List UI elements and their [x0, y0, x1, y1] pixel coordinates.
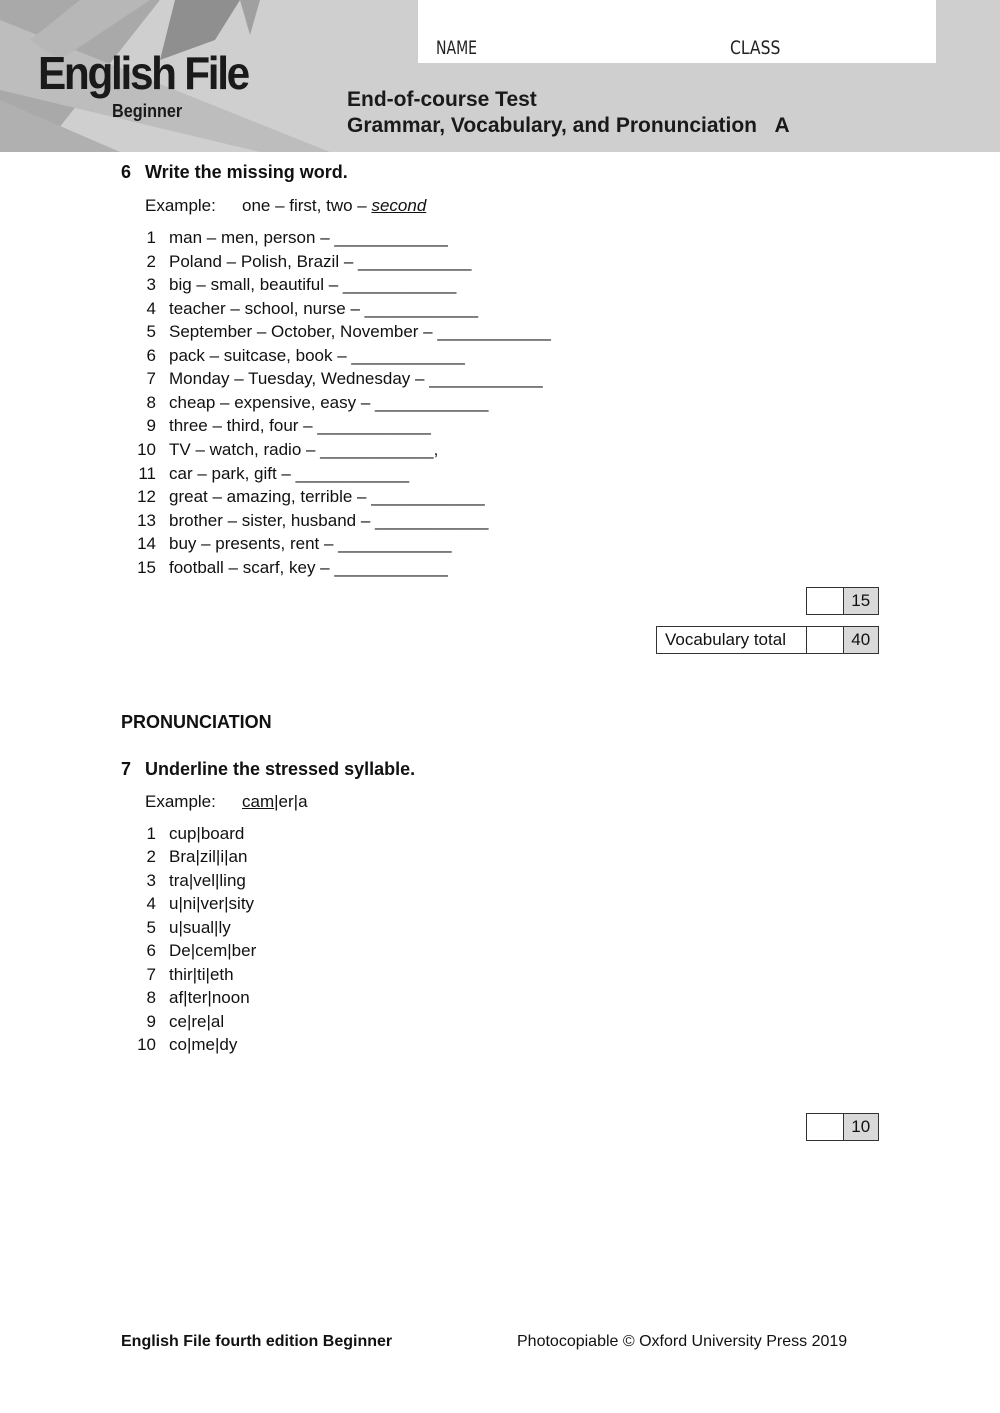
q7-item-text[interactable]: ce|re|al [169, 1011, 225, 1031]
q7-score-box [806, 1113, 879, 1141]
q6-example-label: Example: [145, 196, 216, 215]
q6-item-text[interactable]: Poland – Polish, Brazil – ____________ [169, 251, 472, 271]
q6-item-text[interactable]: great – amazing, terrible – ____________ [169, 487, 485, 507]
q7-score-max: 10 [844, 1114, 879, 1140]
q7-item-number: 6 [146, 941, 156, 961]
q7-instruction: Underline the stressed syllable. [145, 759, 416, 779]
q6-item-number: 9 [146, 416, 156, 436]
test-subtitle-text: Grammar, Vocabulary, and Pronunciation [347, 114, 757, 137]
q6-item-number: 13 [137, 510, 156, 530]
class-label: CLASS [730, 37, 781, 59]
q6-item-number: 5 [146, 322, 156, 342]
q6-item-number: 1 [146, 228, 156, 247]
q6-item-number: 12 [137, 487, 156, 507]
q6-item-text[interactable]: cheap – expensive, easy – ____________ [169, 392, 489, 412]
q6-instruction: Write the missing word. [145, 162, 348, 182]
q6-item-number: 15 [137, 557, 156, 577]
logo-title: English File [38, 47, 248, 99]
q6-item-text[interactable]: big – small, beautiful – ____________ [169, 275, 457, 295]
q6-item-number: 10 [137, 439, 156, 459]
q6-item-number: 7 [146, 369, 156, 389]
q6-item-text[interactable]: football – scarf, key – ____________ [169, 557, 448, 577]
q6-score-box [806, 587, 879, 615]
q7-item-number: 2 [146, 847, 156, 867]
q7-item-text[interactable]: u|sual|ly [169, 917, 231, 937]
q6-item-text[interactable]: man – men, person – ____________ [169, 228, 448, 247]
q6-item-text[interactable]: Monday – Tuesday, Wednesday – ____________ [169, 369, 543, 389]
footer-edition: English File fourth edition Beginner [121, 1333, 393, 1350]
logo-subtitle: Beginner [112, 101, 183, 121]
pronunciation-heading: PRONUNCIATION [121, 712, 272, 732]
q6-example [242, 196, 426, 216]
q6-item-number: 14 [137, 534, 156, 554]
q6-example-text: one – first, two – [242, 196, 372, 215]
vocabulary-total-box [806, 626, 879, 654]
q6-item-number: 3 [146, 275, 156, 295]
vocabulary-total-input[interactable] [807, 627, 844, 653]
name-label: NAME [436, 37, 478, 59]
test-title: End-of-course Test [347, 88, 537, 111]
q6-item-text[interactable]: September – October, November – ____________ [169, 322, 551, 342]
q6-item-text[interactable]: pack – suitcase, book – ____________ [169, 345, 465, 365]
footer-copyright: Photocopiable © Oxford University Press 2019 [517, 1333, 848, 1350]
q6-item-number: 4 [146, 298, 156, 318]
q6-item-text[interactable]: teacher – school, nurse – ____________ [169, 298, 479, 318]
q6-item-text[interactable]: three – third, four – ____________ [169, 416, 431, 436]
q7-item-number: 4 [146, 894, 156, 914]
q6-score-input[interactable] [807, 588, 844, 614]
q6-item-text[interactable]: car – park, gift – ____________ [169, 463, 410, 483]
q7-item-text[interactable]: tra|vel|ling [169, 870, 246, 890]
q7-example-label: Example: [145, 792, 216, 811]
q7-item-text[interactable]: Bra|zil|i|an [169, 847, 248, 867]
name-class-box [418, 0, 936, 63]
q7-example-rest: |er|a [274, 792, 308, 811]
vocabulary-total-label: Vocabulary total [656, 626, 806, 654]
q7-item-text[interactable]: thir|ti|eth [169, 964, 234, 984]
q6-example-answer: second [371, 196, 427, 215]
header-band [0, 0, 1000, 152]
q7-item-number: 5 [146, 917, 156, 937]
q7-item-text[interactable]: De|cem|ber [169, 941, 257, 961]
q6-item-number: 2 [146, 251, 156, 271]
q6-item-number: 11 [138, 463, 156, 483]
q6-item-number: 8 [146, 392, 156, 412]
vocabulary-total-max: 40 [844, 627, 879, 653]
q7-item-text[interactable]: u|ni|ver|sity [169, 894, 255, 914]
q7-score-input[interactable] [807, 1114, 844, 1140]
q7-item-number: 10 [137, 1035, 156, 1055]
q7-item-text[interactable]: af|ter|noon [169, 988, 250, 1008]
q6-item-number: 6 [146, 345, 156, 365]
q7-item-number: 9 [146, 1011, 156, 1031]
q6-number: 6 [121, 162, 132, 182]
q7-item-number: 7 [146, 964, 156, 984]
q7-example [242, 792, 308, 812]
q7-example-stressed: cam [242, 792, 275, 811]
test-subtitle [347, 112, 790, 140]
q6-score-max: 15 [844, 588, 879, 614]
q7-item-text[interactable]: co|me|dy [169, 1035, 238, 1055]
test-version: A [774, 114, 790, 137]
q7-item-text[interactable]: cup|board [169, 824, 245, 843]
q6-item-text[interactable]: TV – watch, radio – ____________, [169, 439, 439, 459]
q7-item-number: 3 [146, 870, 156, 890]
q6-item-text[interactable]: brother – sister, husband – ____________ [169, 510, 489, 530]
q6-item-text[interactable]: buy – presents, rent – ____________ [169, 534, 452, 554]
q7-number: 7 [121, 759, 132, 779]
q7-item-number: 8 [146, 988, 156, 1008]
q7-item-number: 1 [146, 824, 156, 843]
